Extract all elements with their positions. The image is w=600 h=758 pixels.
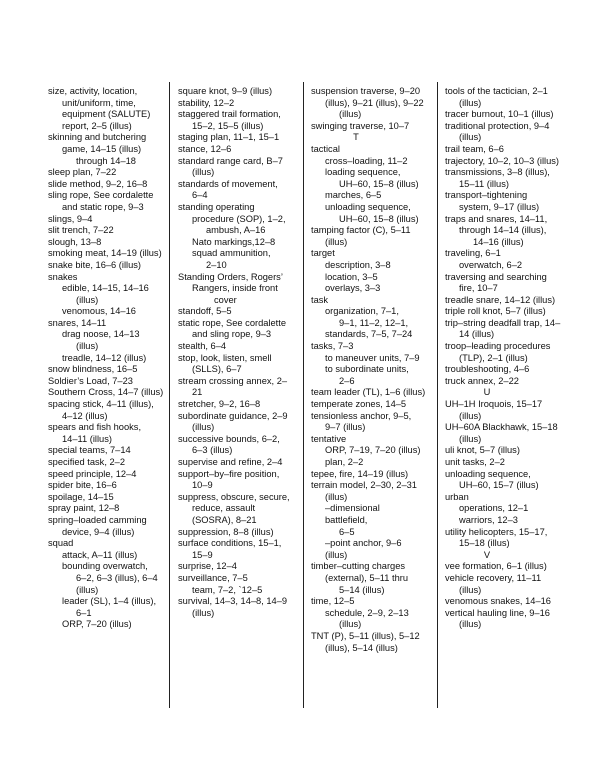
index-entry-line: edible, 14–15, 14–16	[62, 283, 149, 294]
index-entry-line: 6–4	[192, 190, 208, 201]
index-entry-line: location, 3–5	[325, 271, 378, 282]
index-entry-line: tools of the tactician, 2–1	[445, 86, 548, 96]
index-entry-line: standing operating	[178, 201, 255, 212]
index-entry-line: urban	[445, 491, 469, 502]
index-entry-line: equipment (SALUTE)	[62, 109, 151, 120]
index-entry-line: (illus)	[459, 97, 482, 108]
index-entry-line: unit tasks, 2–2	[445, 457, 505, 467]
index-entry-line: Southern Cross, 14–7 (illus)	[48, 387, 164, 398]
index-entry-line: to subordinate units,	[325, 364, 409, 375]
section-letter: V	[483, 549, 491, 560]
index-entry-line: task	[311, 294, 329, 305]
index-entry-line: troop–leading procedures	[445, 341, 551, 352]
index-entry-line: marches, 6–5	[325, 190, 382, 201]
index-entry-line: truck annex, 2–22	[445, 375, 519, 386]
index-entry-line: (SLLS), 6–7	[192, 364, 242, 375]
index-entry-line: traveling, 6–1	[445, 248, 501, 259]
index-entry-line: (illus)	[459, 433, 482, 444]
index-entry-line: spring–loaded camming	[48, 514, 147, 525]
index-entry-line: to maneuver units, 7–9	[325, 352, 420, 363]
index-entry-line: utility helicopters, 15–17,	[445, 526, 548, 537]
index-entry-line: UH–1H Iroquois, 15–17	[445, 399, 543, 410]
index-entry-line: (illus)	[325, 236, 348, 247]
index-entry-line: (illus)	[192, 607, 215, 618]
index-entry-line: through 14–18	[76, 155, 136, 166]
index-entry-line: 6–3 (illus)	[192, 445, 233, 456]
index-entry-line: plan, 2–2	[325, 457, 364, 467]
index-column-2	[178, 86, 294, 619]
index-entry-line: support–by–fire position,	[178, 468, 280, 479]
index-entry-line: unloading sequence,	[445, 468, 531, 479]
index-entry-line: snakes	[48, 271, 78, 282]
index-entry-line: 14 (illus)	[459, 329, 495, 340]
index-entry-line: trip–string deadfall trap, 14–	[445, 317, 561, 328]
index-entry-line: swinging traverse, 10–7	[311, 120, 410, 131]
index-entry-line: spoilage, 14–15	[48, 491, 114, 502]
index-entry-line: stance, 12–6	[178, 143, 232, 154]
index-entry-line: 5–14 (illus)	[339, 584, 385, 595]
index-entry-line: 9–7 (illus)	[325, 422, 366, 433]
index-entry-line: unloading sequence,	[325, 201, 411, 212]
index-entry-line: 15–11 (illus)	[459, 178, 509, 189]
index-entry-line: bounding overwatch,	[62, 561, 148, 572]
index-entry-line: team, 7–2, `12–5	[192, 584, 263, 595]
index-entry-line: 9–1, 11–2, 12–1,	[339, 317, 409, 328]
index-entry-line: staging plan, 11–1, 15–1	[178, 132, 280, 143]
index-entry-line: standards, 7–5, 7–24	[325, 329, 413, 340]
index-entry-line: UH–60, 15–7 (illus)	[459, 480, 539, 491]
index-entry-line: ORP, 7–20 (illus)	[62, 619, 132, 630]
index-entry-line: system, 9–17 (illus)	[459, 201, 540, 212]
index-entry-line: suppression, 8–8 (illus)	[178, 526, 274, 537]
index-entry-line: troubleshooting, 4–6	[445, 364, 530, 375]
index-entry-line: (illus)	[339, 619, 362, 630]
index-entry-line: spider bite, 16–6	[48, 480, 117, 491]
index-entry-line: tentative	[311, 433, 347, 444]
index-entry-line: team leader (TL), 1–6 (illus)	[311, 387, 426, 398]
index-entry-line: overwatch, 6–2	[459, 259, 523, 270]
index-entry-line: successive bounds, 6–2,	[178, 433, 280, 444]
index-entry-line: through 14–14 (illus),	[459, 225, 547, 236]
index-entry-line: (illus), 9–21 (illus), 9–22	[325, 97, 424, 108]
index-entry-line: 14–16 (illus)	[473, 236, 524, 247]
index-entry-line: (illus)	[459, 132, 482, 143]
index-entry-line: specified task, 2–2	[48, 457, 126, 467]
index-entry-line: standoff, 5–5	[178, 306, 232, 317]
index-entry-line: staggered trail formation,	[178, 109, 281, 120]
index-entry-line: overlays, 3–3	[325, 283, 381, 294]
index-entry-line: size, activity, location,	[48, 86, 138, 96]
column-divider	[437, 82, 438, 708]
index-entry-line: 6–1	[76, 607, 92, 618]
index-entry-line: organization, 7–1,	[325, 306, 399, 317]
index-entry-line: terrain model, 2–30, 2–31	[311, 480, 417, 491]
index-entry-line: ambush, A–16	[206, 225, 266, 236]
index-entry-line: spears and fish hooks,	[48, 422, 142, 433]
index-entry-line: treadle, 14–12 (illus)	[62, 352, 147, 363]
index-entry-line: 6–5	[339, 526, 355, 537]
index-entry-line: trajectory, 10–2, 10–3 (illus)	[445, 155, 560, 166]
index-entry-line: 4–12 (illus)	[62, 410, 108, 421]
index-entry-line: snares, 14–11	[48, 317, 107, 328]
index-entry-line: (illus)	[76, 584, 99, 595]
index-entry-line: tensionless anchor, 9–5,	[311, 410, 412, 421]
index-entry-line: surveillance, 7–5	[178, 572, 248, 583]
index-entry-line: tepee, fire, 14–19 (illus)	[311, 468, 409, 479]
index-entry-line: timber–cutting charges	[311, 561, 406, 572]
index-entry-line: vee formation, 6–1 (illus)	[445, 561, 547, 572]
index-entry-line: uli knot, 5–7 (illus)	[445, 445, 520, 456]
index-entry-line: square knot, 9–9 (illus)	[178, 86, 273, 96]
index-entry-line: report, 2–5 (illus)	[62, 120, 132, 131]
index-entry-line: suspension traverse, 9–20	[311, 86, 421, 96]
index-entry-line: 6–2, 6–3 (illus), 6–4	[76, 572, 158, 583]
index-entry-line: stealth, 6–4	[178, 341, 227, 352]
index-entry-line: procedure (SOP), 1–2,	[192, 213, 286, 224]
index-entry-line: triple roll knot, 5–7 (illus)	[445, 306, 546, 317]
column-divider	[303, 82, 304, 708]
index-entry-line: drag noose, 14–13	[62, 329, 140, 340]
index-entry-line: time, 12–5	[311, 596, 355, 607]
index-entry-line: fire, 10–7	[459, 283, 498, 294]
index-entry-line: traps and snares, 14–11,	[445, 213, 548, 224]
index-entry-line: suppress, obscure, secure,	[178, 491, 290, 502]
index-entry-line: slide method, 9–2, 16–8	[48, 178, 148, 189]
index-entry-line: (illus)	[325, 491, 348, 502]
index-entry-line: vehicle recovery, 11–11	[445, 572, 542, 583]
index-entry-line: Rangers, inside front	[192, 283, 278, 294]
index-entry-line: (illus)	[76, 294, 99, 305]
index-entry-line: tamping factor (C), 5–11	[311, 225, 411, 236]
index-entry-line: –point anchor, 9–6	[325, 538, 402, 549]
index-entry-line: venomous, 14–16	[62, 306, 136, 317]
index-entry-line: traversing and searching	[445, 271, 547, 282]
index-entry-line: 15–9	[192, 549, 213, 560]
index-entry-line: ORP, 7–19, 7–20 (illus)	[325, 445, 421, 456]
index-entry-line: slings, 9–4	[48, 213, 93, 224]
index-entry-line: squad ammunition,	[192, 248, 271, 259]
index-entry-line: attack, A–11 (illus)	[62, 549, 138, 560]
index-entry-line: UH–60A Blackhawk, 15–18	[445, 422, 558, 433]
index-entry-line: Nato markings,12–8	[192, 236, 276, 247]
index-entry-line: (illus)	[459, 584, 482, 595]
index-entry-line: static rope, See cordalette	[178, 317, 287, 328]
index-entry-line: (illus), 5–14 (illus)	[325, 642, 398, 653]
index-entry-line: loading sequence,	[325, 167, 401, 178]
index-entry-line: stretcher, 9–2, 16–8	[178, 399, 261, 410]
index-entry-line: Soldier’s Load, 7–23	[48, 375, 133, 386]
index-entry-line: temperate zones, 14–5	[311, 399, 407, 410]
index-entry-line: (TLP), 2–1 (illus)	[459, 352, 528, 363]
index-entry-line: sleep plan, 7–22	[48, 167, 117, 178]
index-entry-line: squad	[48, 538, 74, 549]
index-entry-line: (illus)	[192, 422, 215, 433]
index-entry-line: (illus)	[459, 410, 482, 421]
index-entry-line: (illus)	[192, 167, 215, 178]
index-entry-line: schedule, 2–9, 2–13	[325, 607, 409, 618]
section-letter: T	[353, 132, 359, 143]
index-entry-line: traditional protection, 9–4	[445, 120, 550, 131]
index-entry-line: slit trench, 7–22	[48, 225, 114, 236]
index-entry-line: UH–60, 15–8 (illus)	[339, 178, 419, 189]
index-entry-line: surprise, 12–4	[178, 561, 237, 572]
index-entry-line: game, 14–15 (illus)	[62, 143, 142, 154]
index-entry-line: reduce, assault	[192, 503, 256, 514]
index-entry-line: spray paint, 12–8	[48, 503, 120, 514]
index-entry-line: slough, 13–8	[48, 236, 102, 247]
index-entry-line: tracer burnout, 10–1 (illus)	[445, 109, 554, 120]
index-entry-line: 15–18 (illus)	[459, 538, 510, 549]
index-entry-line: smoking meat, 14–19 (illus)	[48, 248, 162, 259]
index-column-1	[48, 86, 162, 631]
index-entry-line: skinning and butchering	[48, 132, 147, 143]
index-entry-line: target	[311, 248, 335, 259]
index-entry-line: UH–60, 15–8 (illus)	[339, 213, 419, 224]
index-entry-line: 15–2, 15–5 (illus)	[192, 120, 264, 131]
index-entry-line: venomous snakes, 14–16	[445, 596, 551, 607]
index-entry-line: 21	[192, 387, 203, 398]
index-entry-line: warriors, 12–3	[459, 514, 518, 525]
index-entry-line: spacing stick, 4–11 (illus),	[48, 399, 154, 410]
index-entry-line: (illus)	[339, 109, 362, 120]
index-entry-line: (SOSRA), 8–21	[192, 514, 257, 525]
index-entry-line: 2–6	[339, 375, 355, 386]
index-entry-line: (external), 5–11 thru	[325, 572, 409, 583]
column-divider	[169, 82, 170, 708]
index-entry-line: snow blindness, 16–5	[48, 364, 138, 375]
index-entry-line: snake bite, 16–6 (illus)	[48, 259, 142, 270]
index-entry-line: tasks, 7–3	[311, 341, 354, 352]
index-entry-line: description, 3–8	[325, 259, 391, 270]
index-entry-line: standard range card, B–7	[178, 155, 283, 166]
index-entry-line: (illus)	[325, 549, 348, 560]
index-column-4	[445, 86, 561, 631]
index-entry-line: leader (SL), 1–4 (illus),	[62, 596, 157, 607]
index-entry-line: unit/uniform, time,	[62, 97, 136, 108]
index-entry-line: and sling rope, 9–3	[192, 329, 272, 340]
index-entry-line: stream crossing annex, 2–	[178, 375, 288, 386]
section-letter: U	[483, 387, 491, 398]
index-entry-line: TNT (P), 5–11 (illus), 5–12	[311, 630, 420, 641]
index-entry-line: special teams, 7–14	[48, 445, 131, 456]
index-entry-line: transport–tightening	[445, 190, 528, 201]
index-entry-line: vertical hauling line, 9–16	[445, 607, 550, 618]
index-entry-line: device, 9–4 (illus)	[62, 526, 135, 537]
index-entry-line: battlefield,	[325, 514, 368, 525]
index-column-3	[311, 86, 429, 654]
index-entry-line: transmissions, 3–8 (illus),	[445, 167, 550, 178]
index-entry-line: survival, 14–3, 14–8, 14–9	[178, 596, 288, 607]
index-entry-line: speed principle, 12–4	[48, 468, 137, 479]
index-entry-line: sling rope, See cordalette	[48, 190, 154, 201]
index-entry-line: subordinate guidance, 2–9	[178, 410, 288, 421]
index-entry-line: (illus)	[76, 341, 99, 352]
index-entry-line: and static rope, 9–3	[62, 201, 144, 212]
index-entry-line: 10–9	[192, 480, 213, 491]
index-entry-line: tactical	[311, 143, 340, 154]
index-entry-line: (illus)	[459, 619, 482, 630]
index-entry-line: –dimensional	[325, 503, 380, 514]
index-entry-line: cover	[214, 294, 237, 305]
index-entry-line: Standing Orders, Rogers’	[178, 271, 283, 282]
index-entry-line: 14–11 (illus)	[62, 433, 112, 444]
index-entry-line: 2–10	[206, 259, 227, 270]
index-entry-line: stability, 12–2	[178, 97, 235, 108]
index-entry-line: surface conditions, 15–1,	[178, 538, 282, 549]
index-entry-line: standards of movement,	[178, 178, 278, 189]
index-entry-line: stop, look, listen, smell	[178, 352, 272, 363]
index-entry-line: trail team, 6–6	[445, 143, 504, 154]
index-entry-line: supervise and refine, 2–4	[178, 457, 283, 467]
index-entry-line: treadle snare, 14–12 (illus)	[445, 294, 556, 305]
index-entry-line: cross–loading, 11–2	[325, 155, 408, 166]
index-entry-line: operations, 12–1	[459, 503, 529, 514]
